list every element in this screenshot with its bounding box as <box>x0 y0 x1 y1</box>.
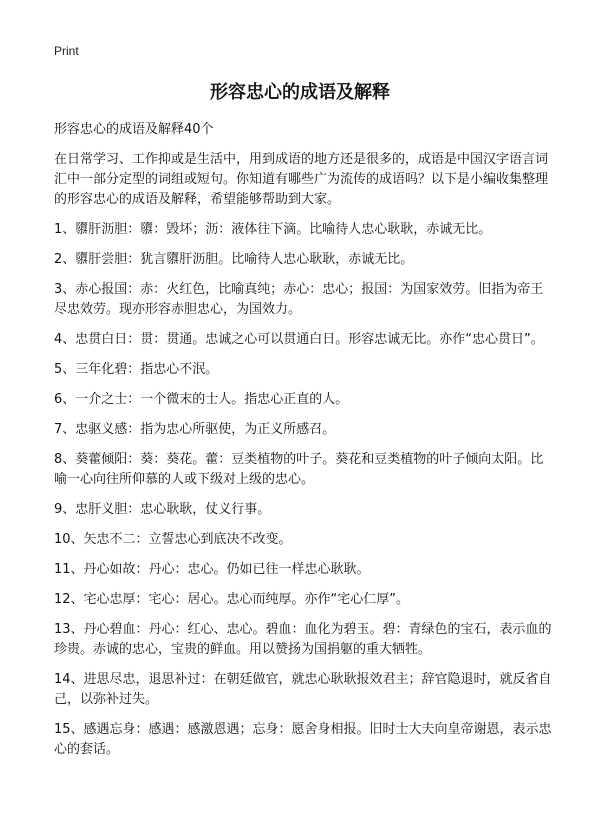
idiom-entry-13: 13、丹心碧血：丹心：红心、忠心。碧血：血化为碧玉。碧：青绿色的宝石，表示血的珍贵。赤诚的忠心，宝贵的鲜血。用以赞扬为国捐躯的重大牺牲。 <box>54 622 552 657</box>
idiom-entry-14: 14、进思尽忠，退思补过：在朝廷做官，就忠心耿耿报效君主；辞官隐退时，就反省自己，以弥补过失。 <box>54 672 552 707</box>
idiom-entry-15: 15、感遇忘身：感遇：感激恩遇；忘身：愿舍身相报。旧时士大夫向皇帝谢恩，表示忠心的套话。 <box>54 722 552 757</box>
article-body <box>54 120 554 770</box>
idiom-entry-12: 12、宅心忠厚：宅心：居心。忠心而纯厚。亦作“宅心仁厚”。 <box>54 592 410 607</box>
idiom-entry-2: 2、隳肝尝胆：犹言隳肝沥胆。比喻待人忠心耿耿，赤诚无比。 <box>54 252 414 267</box>
page-title: 形容忠心的成语及解释 <box>210 82 390 103</box>
idiom-entry-9: 9、忠肝义胆：忠心耿耿，仗义行事。 <box>54 502 271 517</box>
idiom-entry-6: 6、一介之士：一个微末的士人。指忠心正直的人。 <box>54 392 349 407</box>
print-link[interactable]: Print <box>54 44 79 58</box>
idiom-entry-10: 10、矢忠不二：立誓忠心到底决不改变。 <box>54 532 292 547</box>
article-subtitle: 形容忠心的成语及解释40个 <box>54 122 214 137</box>
idiom-entry-8: 8、葵藿倾阳：葵：葵花。藿：豆类植物的叶子。葵花和豆类植物的叶子倾向太阳。比喻一心向往所仰慕的人或下级对上级的忠心。 <box>54 452 544 487</box>
idiom-entry-1: 1、隳肝沥胆：隳：毁坏；沥：液体往下滴。比喻待人忠心耿耿，赤诚无比。 <box>54 222 492 237</box>
idiom-entry-5: 5、三年化碧：指忠心不泯。 <box>54 362 219 377</box>
idiom-entry-7: 7、忠驱义感：指为忠心所驱使，为正义所感召。 <box>54 422 336 437</box>
idiom-entry-3: 3、赤心报国：赤：火红色，比喻真纯；赤心：忠心；报国：为国家效劳。旧指为帝王尽忠效劳。现亦形容赤胆忠心，为国效力。 <box>54 282 544 317</box>
idiom-entry-11: 11、丹心如故：丹心：忠心。仍如已往一样忠心耿耿。 <box>54 562 370 577</box>
idiom-entry-4: 4、忠贯白日：贯：贯通。忠诚之心可以贯通白日。形容忠诚无比。亦作“忠心贯日”。 <box>54 332 544 347</box>
intro-paragraph: 在日常学习、工作抑或是生活中，用到成语的地方还是很多的，成语是中国汉字语言词汇中一部分定型的词组或短句。你知道有哪些广为流传的成语吗？以下是小编收集整理的形容忠心的成语及解释，希望能够帮助到大家。 <box>54 152 549 207</box>
